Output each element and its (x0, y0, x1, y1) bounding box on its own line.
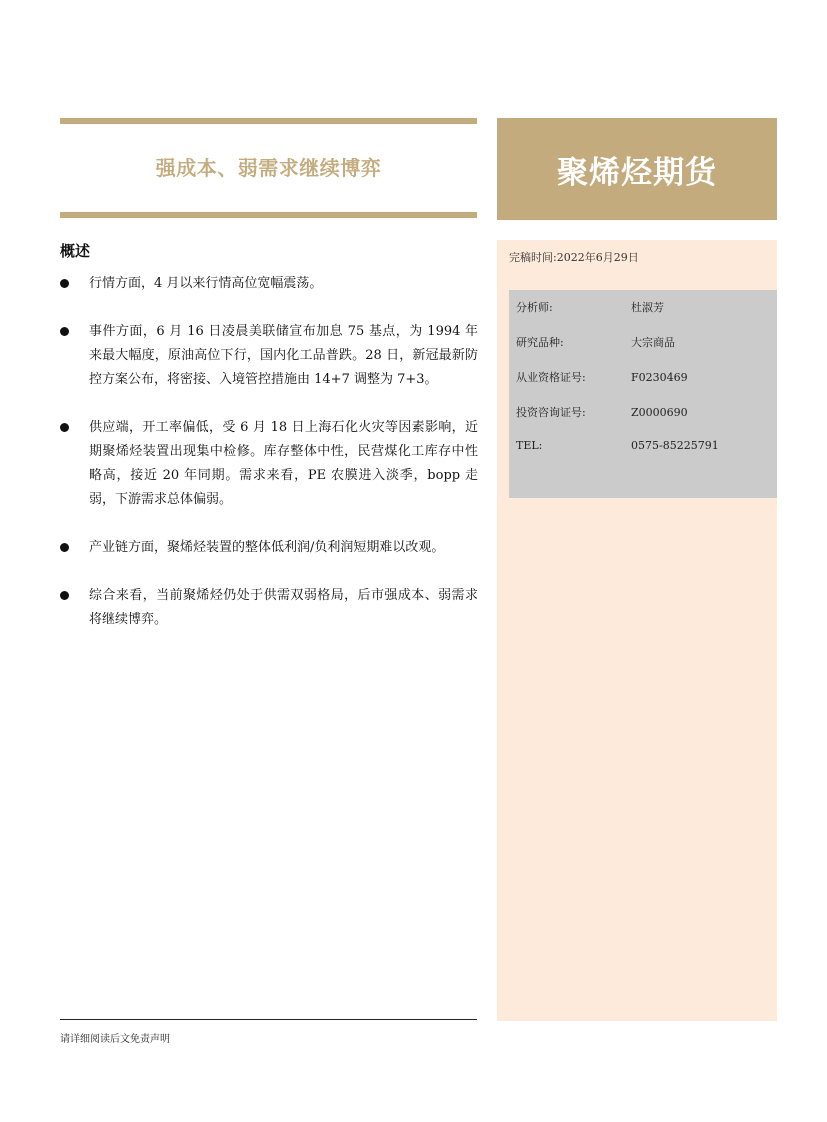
info-label: 投资咨询证号: (516, 406, 586, 419)
info-value: 杜淑芳 (631, 301, 664, 314)
info-label: TEL: (516, 439, 543, 452)
completion-date: 完稿时间:2022年6月29日 (509, 251, 639, 264)
summary-item-text: 供应端，开工率偏低，受 6 月 18 日上海石化火灾等因素影响，近期聚烯烃装置出现集中检修。库存整体中性，民营煤化工库存中性略高，接近 20 年同期。需求来看，PE 农膜进入淡季，bopp 走弱，下游需求总体偏弱。 (89, 420, 478, 507)
subtitle-top-rule (60, 118, 477, 124)
summary-item (60, 416, 478, 512)
analyst-info-box (509, 290, 777, 498)
summary-item (60, 320, 478, 392)
summary-list (60, 272, 478, 656)
info-label: 从业资格证号: (516, 371, 586, 384)
summary-item (60, 584, 478, 632)
info-row-consulting (516, 404, 688, 420)
report-title: 聚烯烃期货 (557, 154, 717, 191)
bullet-icon (60, 423, 69, 432)
info-row-analyst (516, 299, 664, 315)
summary-item (60, 536, 478, 560)
summary-item (60, 272, 478, 296)
info-value: 0575-85225791 (631, 439, 719, 452)
info-label: 分析师: (516, 301, 553, 314)
summary-heading: 概述 (60, 242, 91, 260)
bullet-icon (60, 543, 69, 552)
summary-item-text: 产业链方面，聚烯烃装置的整体低利润/负利润短期难以改观。 (89, 540, 445, 555)
bullet-icon (60, 279, 69, 288)
info-value: Z0000690 (631, 406, 688, 419)
footer-rule (60, 1019, 477, 1020)
summary-item-text: 行情方面，4 月以来行情高位宽幅震荡。 (89, 276, 323, 291)
report-subtitle: 强成本、弱需求继续博弈 (155, 156, 382, 180)
info-value: 大宗商品 (631, 336, 675, 349)
info-row-tel (516, 439, 719, 452)
info-row-category (516, 334, 675, 350)
info-label: 研究品种: (516, 336, 564, 349)
title-banner (497, 118, 777, 220)
footer-disclaimer: 请详细阅读后文免责声明 (60, 1034, 170, 1045)
summary-item-text: 综合来看，当前聚烯烃仍处于供需双弱格局，后市强成本、弱需求将继续博弈。 (89, 588, 478, 627)
bullet-icon (60, 591, 69, 600)
subtitle-bottom-rule (60, 212, 477, 218)
info-value: F0230469 (631, 371, 688, 384)
bullet-icon (60, 327, 69, 336)
summary-item-text: 事件方面，6 月 16 日凌晨美联储宣布加息 75 基点，为 1994 年来最大幅度，原油高位下行，国内化工品普跌。28 日，新冠最新防控方案公布，将密接、入境管控措施由 14+7 调整为 7+3。 (89, 324, 478, 387)
info-row-qualification (516, 369, 688, 385)
sidebar-panel (497, 240, 777, 1021)
